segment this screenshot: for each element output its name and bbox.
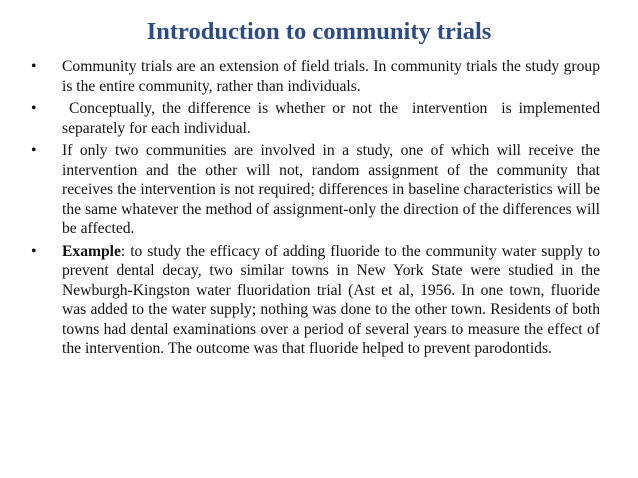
bullet-list — [30, 57, 604, 362]
slide-title: Introduction to community trials — [146, 18, 492, 45]
bullet-item-1 — [30, 57, 600, 96]
bullet-text: Conceptually, the difference is whether or not the intervention is implemented separately for each individual. — [62, 100, 604, 137]
bullet-text — [62, 242, 600, 359]
example-label: Example — [62, 242, 121, 260]
bullet-item-3 — [30, 141, 600, 239]
bullet-icon: • — [31, 142, 37, 159]
bullet-text: Community trials are an extension of field trials. In community trials the study group is the entire community, rather than individuals. — [62, 58, 600, 95]
bullet-icon: • — [31, 242, 37, 260]
bullet-icon: • — [31, 58, 37, 75]
example-text: : to study the efficacy of adding fluoride to the community water supply to prevent dental decay, two similar towns in New York State were studied in the Newburgh-Kingston water fluoridation trial (Ast et al, 1956. In one town, fluoride was added to the water supply; nothing was done to the other town. Residents of both towns had dental examinations over a period of several years to measure the effect of the intervention. The outcome was that fluoride helped to prevent parodontids. — [62, 242, 600, 357]
bullet-item-2 — [30, 99, 604, 138]
bullet-icon: • — [31, 100, 37, 117]
bullet-item-4 — [30, 242, 600, 359]
bullet-text: If only two communities are involved in a study, one of which will receive the intervention and the other will not, random assignment of the community that receives the intervention is not required; differences in baseline characteristics will be the same whatever the method of assignment-only the direction of the differences will be affected. — [62, 142, 600, 237]
